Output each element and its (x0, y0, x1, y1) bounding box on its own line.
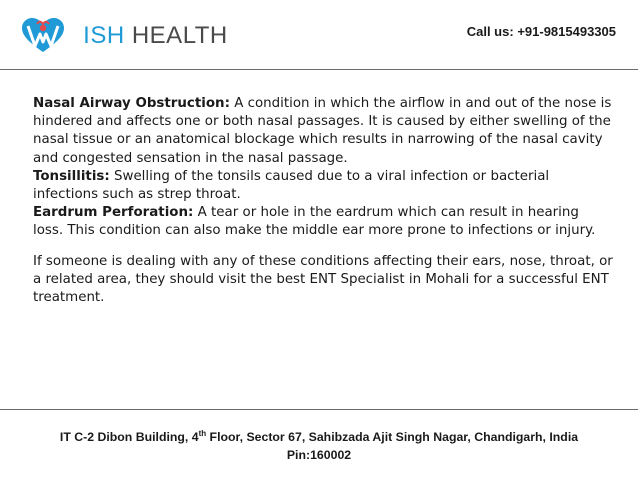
wish-health-logo[interactable] (20, 16, 228, 56)
footer-address (0, 409, 638, 479)
condition-item (33, 95, 613, 168)
main-content (33, 95, 613, 307)
condition-description: Swelling of the tonsils caused due to a viral infection or bacterial infections such as strep throat. (33, 168, 550, 203)
logo-brand-rest: ISH (83, 22, 125, 49)
call-us-text (467, 24, 616, 39)
call-label: Call us: (466, 24, 514, 39)
header (0, 0, 638, 70)
address-sup: th (198, 429, 207, 438)
phone-number-link[interactable]: +91-9815493305 (517, 24, 616, 39)
closing-paragraph: If someone is dealing with any of these conditions affecting their ears, nose, throat, or a related area, they should visit the best ENT Specialist in Mohali for a successful ENT treatment. (33, 253, 613, 306)
condition-term: Nasal Airway Obstruction: (33, 96, 230, 111)
condition-term: Eardrum Perforation: (33, 205, 194, 221)
logo-wordmark (60, 22, 228, 50)
logo-brand-second: HEALTH (131, 22, 228, 49)
condition-term: Tonsillitis: (33, 168, 110, 184)
address-before: IT C-2 Dibon Building, 4 (59, 430, 199, 444)
address-line (0, 428, 638, 446)
pin-code: Pin:160002 (286, 448, 352, 462)
condition-description: A tear or hole in the eardrum which can result in hearing loss. This condition can also make the middle ear more prone to infections or injury. (33, 205, 596, 239)
address-after: Floor, Sector 67, Sahibzada Ajit Singh Nagar, Chandigarh, India (206, 430, 579, 444)
condition-item (33, 204, 613, 240)
condition-item (33, 168, 613, 204)
condition-description: A condition in which the airflow in and out of the nose is hindered and affects one or both nasal passages. It is caused by either swelling of the nasal tissue or an anatomical blockage which results in narrowing of the nasal cavity and congested sensation in the nasal passage. (33, 96, 612, 166)
